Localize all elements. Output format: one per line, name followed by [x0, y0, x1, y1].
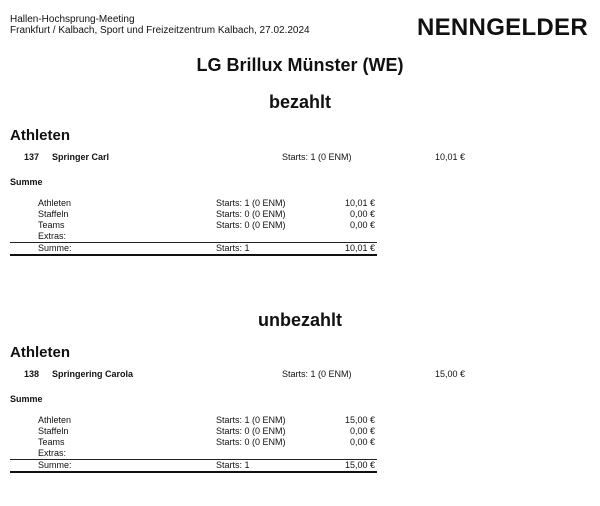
athlete-starts: Starts: 1 (0 ENM) [282, 369, 352, 379]
summary-label: Staffeln [38, 426, 69, 436]
summary-table [10, 415, 377, 473]
athlete-number: 137 [24, 152, 40, 162]
athlete-amount: 10,01 € [435, 152, 466, 162]
summary-amount: 10,01 € [344, 198, 375, 208]
summary-row-extras [10, 448, 377, 460]
summary-row-total [10, 243, 377, 256]
summary-amount: 10,01 € [344, 243, 375, 253]
summe-heading: Summe [10, 394, 43, 404]
summary-row-teams [10, 220, 377, 231]
summary-label: Summe: [38, 243, 72, 253]
athlete-row [0, 368, 600, 380]
summary-amount: 0,00 € [349, 220, 375, 230]
section-title: unbezahlt [258, 310, 342, 330]
summary-starts: Starts: 1 [216, 243, 250, 253]
category-title: Athleten [10, 344, 70, 361]
summary-amount: 15,00 € [344, 415, 375, 425]
summary-label: Teams [38, 437, 65, 447]
summary-amount: 0,00 € [349, 209, 375, 219]
summary-table [10, 198, 377, 256]
summary-starts: Starts: 1 [216, 460, 250, 470]
summary-starts: Starts: 0 (0 ENM) [216, 220, 286, 230]
summary-amount: 0,00 € [349, 437, 375, 447]
summary-label: Teams [38, 220, 65, 230]
summary-label: Athleten [38, 415, 72, 425]
athlete-name: Springering Carola [52, 369, 134, 379]
summary-row-teams [10, 437, 377, 448]
summe-heading: Summe [10, 177, 43, 187]
summary-starts: Starts: 1 (0 ENM) [216, 198, 286, 208]
summary-label: Summe: [38, 460, 72, 470]
summary-row-total [10, 460, 377, 473]
athlete-row [0, 151, 600, 163]
meet-title: Hallen-Hochsprung-Meeting [10, 14, 135, 25]
athlete-amount: 15,00 € [435, 369, 466, 379]
meet-location-date: Frankfurt / Kalbach, Sport und Freizeitzentrum Kalbach, 27.02.2024 [10, 25, 310, 36]
category-title: Athleten [10, 127, 70, 144]
summary-starts: Starts: 0 (0 ENM) [216, 426, 286, 436]
athlete-starts: Starts: 1 (0 ENM) [282, 152, 352, 162]
summary-row-extras [10, 231, 377, 243]
summary-row-athleten [10, 198, 377, 209]
summary-amount: 15,00 € [344, 460, 375, 470]
summary-label: Staffeln [38, 209, 69, 219]
section-title: bezahlt [268, 92, 331, 112]
summary-label: Extras: [38, 231, 67, 241]
athlete-number: 138 [24, 369, 40, 379]
document-title: NENNGELDER [416, 14, 588, 41]
summary-starts: Starts: 1 (0 ENM) [216, 415, 286, 425]
summary-label: Athleten [38, 198, 72, 208]
summary-row-staffeln [10, 426, 377, 437]
summary-starts: Starts: 0 (0 ENM) [216, 437, 286, 447]
summary-row-staffeln [10, 209, 377, 220]
club-name: LG Brillux Münster (WE) [196, 55, 404, 75]
athlete-name: Springer Carl [52, 152, 110, 162]
summary-row-athleten [10, 415, 377, 426]
summary-amount: 0,00 € [349, 426, 375, 436]
summary-label: Extras: [38, 448, 67, 458]
summary-starts: Starts: 0 (0 ENM) [216, 209, 286, 219]
